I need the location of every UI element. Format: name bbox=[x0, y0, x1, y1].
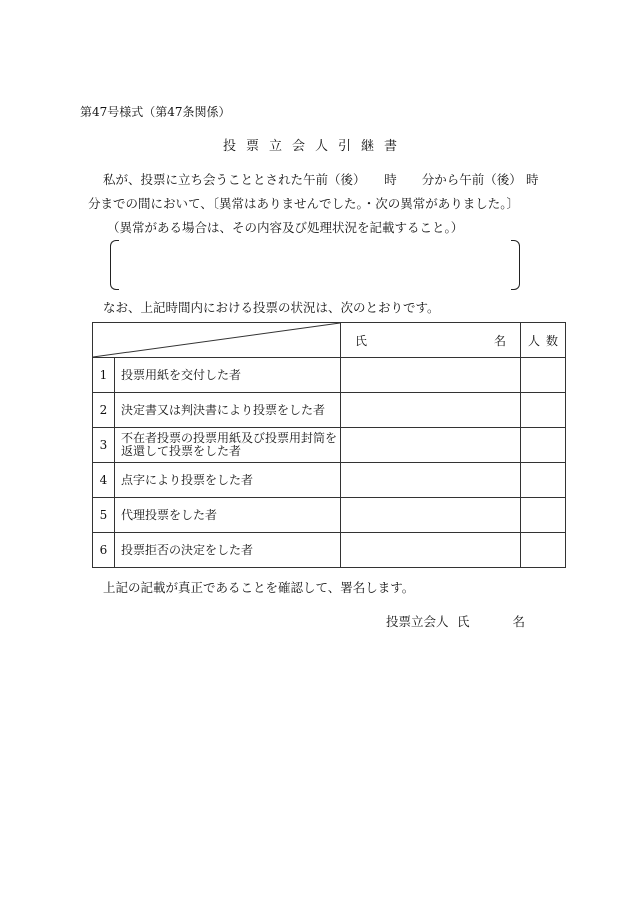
row-name-cell bbox=[341, 428, 521, 463]
row-name-cell bbox=[341, 533, 521, 568]
header-name-cell bbox=[341, 323, 521, 358]
row-description: 投票用紙を交付した者 bbox=[115, 358, 341, 393]
form-number: 第47号様式（第47条関係） bbox=[80, 105, 231, 119]
row-number: 4 bbox=[93, 463, 115, 498]
header-count-first: 人 bbox=[527, 333, 540, 348]
table-row bbox=[93, 428, 566, 463]
anomaly-box-left-bracket bbox=[110, 240, 119, 290]
voting-status-table bbox=[92, 322, 566, 568]
row-description: 不在者投票の投票用紙及び投票用封筒を返還して投票をした者 bbox=[115, 428, 341, 463]
row-number: 5 bbox=[93, 498, 115, 533]
row-count-cell bbox=[521, 393, 566, 428]
row-name-cell bbox=[341, 498, 521, 533]
row-count-cell bbox=[521, 428, 566, 463]
signature-name-first: 氏 bbox=[457, 614, 470, 629]
table-row bbox=[93, 393, 566, 428]
row-count-cell bbox=[521, 463, 566, 498]
intro-line-1: 私が、投票に立ち会うこととされた午前（後） 時 分から午前（後） bbox=[103, 172, 522, 187]
intro-line-2: 分までの間において、〔異常はありませんでした。・次の異常がありました。〕 bbox=[88, 196, 520, 211]
diagonal-line bbox=[93, 323, 340, 357]
table-row bbox=[93, 498, 566, 533]
signature-name bbox=[457, 612, 525, 630]
table-intro: なお、上記時間内における投票の状況は、次のとおりです。 bbox=[103, 300, 440, 315]
anomaly-note: （異常がある場合は、その内容及び処理状況を記載すること。） bbox=[107, 220, 464, 235]
row-number: 1 bbox=[93, 358, 115, 393]
row-name-cell bbox=[341, 393, 521, 428]
row-description: 投票拒否の決定をした者 bbox=[115, 533, 341, 568]
confirmation-text: 上記の記載が真正であることを確認して、署名します。 bbox=[103, 580, 415, 595]
row-number: 2 bbox=[93, 393, 115, 428]
row-number: 3 bbox=[93, 428, 115, 463]
intro-line-1-tail: 時 bbox=[526, 172, 539, 187]
signature-role: 投票立会人 bbox=[386, 614, 449, 629]
header-name-last: 名 bbox=[493, 333, 506, 348]
row-number: 6 bbox=[93, 533, 115, 568]
header-count-cell bbox=[521, 323, 566, 358]
table-row bbox=[93, 463, 566, 498]
table-header-row bbox=[93, 323, 566, 358]
row-description: 点字により投票をした者 bbox=[115, 463, 341, 498]
row-count-cell bbox=[521, 358, 566, 393]
row-count-cell bbox=[521, 533, 566, 568]
signature-name-last: 名 bbox=[512, 614, 525, 629]
row-description: 代理投票をした者 bbox=[115, 498, 341, 533]
anomaly-box-right-bracket bbox=[511, 240, 520, 290]
header-blank-cell bbox=[93, 323, 341, 358]
row-description: 決定書又は判決書により投票をした者 bbox=[115, 393, 341, 428]
table-row bbox=[93, 358, 566, 393]
header-count-last: 数 bbox=[545, 333, 558, 348]
row-count-cell bbox=[521, 498, 566, 533]
row-name-cell bbox=[341, 463, 521, 498]
document-title: 投票立会人引継書 bbox=[222, 139, 407, 154]
row-name-cell bbox=[341, 358, 521, 393]
header-name-first: 氏 bbox=[355, 333, 368, 348]
table-row bbox=[93, 533, 566, 568]
